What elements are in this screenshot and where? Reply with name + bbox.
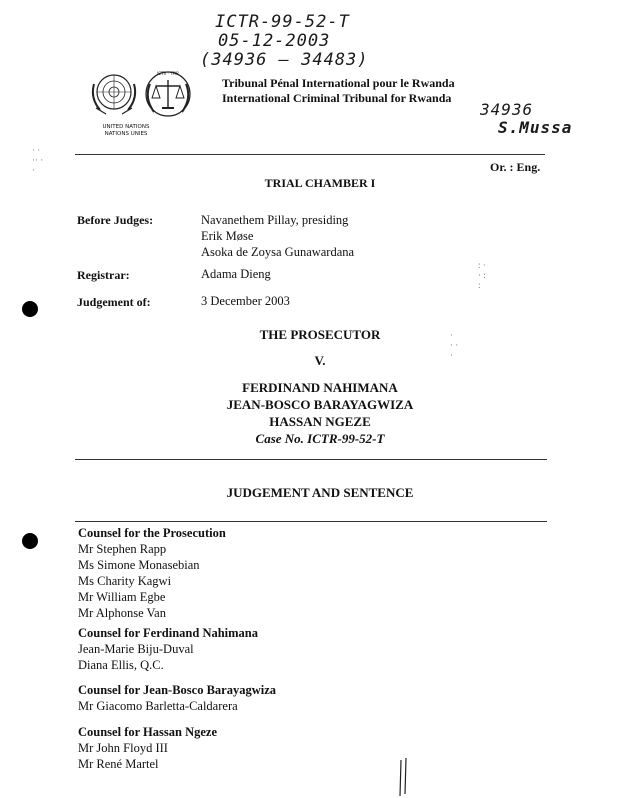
counsel-heading: Counsel for Ferdinand Nahimana: [78, 626, 259, 640]
un-caption-fr: NATIONS UNIES: [104, 131, 148, 137]
scan-speck: : · · : :: [478, 260, 486, 290]
handwritten-page-range: (34936 — 34483): [200, 50, 369, 70]
accused-name: HASSAN NGEZE: [269, 414, 371, 429]
judgement-date-label: Judgement of:: [77, 295, 151, 309]
counsel-name: Ms Charity Kagwi: [78, 574, 172, 588]
counsel-name: Mr William Egbe: [78, 590, 166, 604]
title-rule: [75, 521, 547, 522]
judge-name: Asoka de Zoysa Gunawardana: [201, 245, 355, 259]
counsel-nahimana: [78, 625, 258, 673]
case-number: Case No. ICTR-99-52-T: [255, 431, 385, 446]
un-emblem-icon: [88, 70, 140, 120]
tribunal-title-french: Tribunal Pénal International pour le Rwanda: [222, 76, 455, 90]
counsel-prosecution: [78, 525, 226, 621]
judges-list: [201, 212, 354, 260]
counsel-ngeze: [78, 724, 217, 772]
accused-name: JEAN-BOSCO BARAYAGWIZA: [226, 397, 414, 412]
case-rule: [75, 459, 547, 460]
chamber-title: TRIAL CHAMBER I: [264, 176, 376, 190]
tribunal-title-english: International Criminal Tribunal for Rwanda: [222, 91, 452, 105]
tribunal-scales-emblem-icon: [140, 66, 196, 122]
judges-label: Before Judges:: [77, 213, 154, 227]
scan-speck: · · · ·: [450, 330, 459, 360]
svg-text:ICTR · TPIR: ICTR · TPIR: [157, 71, 179, 76]
counsel-name: Mr John Floyd III: [78, 741, 168, 755]
counsel-name: Mr Alphonse Van: [78, 606, 166, 620]
handwritten-mark-icon: [396, 758, 412, 798]
counsel-barayagwiza: [78, 682, 276, 714]
punch-hole: [22, 301, 38, 317]
counsel-name: Diana Ellis, Q.C.: [78, 658, 164, 672]
handwritten-date: 05-12-2003: [218, 31, 331, 51]
judgement-date: 3 December 2003: [201, 294, 290, 308]
counsel-heading: Counsel for Hassan Ngeze: [78, 725, 218, 739]
judge-name: Navanethem Pillay, presiding: [201, 213, 349, 227]
original-language: Or. : Eng.: [490, 160, 541, 174]
counsel-name: Mr René Martel: [78, 757, 159, 771]
un-caption-en: UNITED NATIONS: [102, 124, 150, 130]
counsel-name: Mr Giacomo Barletta-Caldarera: [78, 699, 238, 713]
header-rule: [75, 154, 545, 155]
prosecutor-title: THE PROSECUTOR: [259, 327, 381, 342]
handwritten-page-number: 34936: [480, 100, 534, 119]
document-title: JUDGEMENT AND SENTENCE: [226, 485, 414, 500]
punch-hole: [22, 533, 38, 549]
counsel-heading: Counsel for Jean-Bosco Barayagwiza: [78, 683, 277, 697]
counsel-heading: Counsel for the Prosecution: [78, 526, 226, 540]
accused-name: FERDINAND NAHIMANA: [242, 380, 398, 395]
counsel-name: Jean-Marie Biju-Duval: [78, 642, 194, 656]
scan-speck: · · ·· · ·: [32, 145, 44, 175]
registrar-label: Registrar:: [77, 268, 130, 282]
handwritten-case-number: ICTR-99-52-T: [215, 12, 350, 32]
registrar-name: Adama Dieng: [201, 267, 271, 281]
handwritten-signature: S.Mussa: [498, 118, 573, 137]
un-emblem-caption: [96, 124, 156, 138]
judge-name: Erik Møse: [201, 229, 254, 243]
counsel-name: Ms Simone Monasebian: [78, 558, 200, 572]
counsel-name: Mr Stephen Rapp: [78, 542, 167, 556]
versus: V.: [314, 353, 326, 368]
